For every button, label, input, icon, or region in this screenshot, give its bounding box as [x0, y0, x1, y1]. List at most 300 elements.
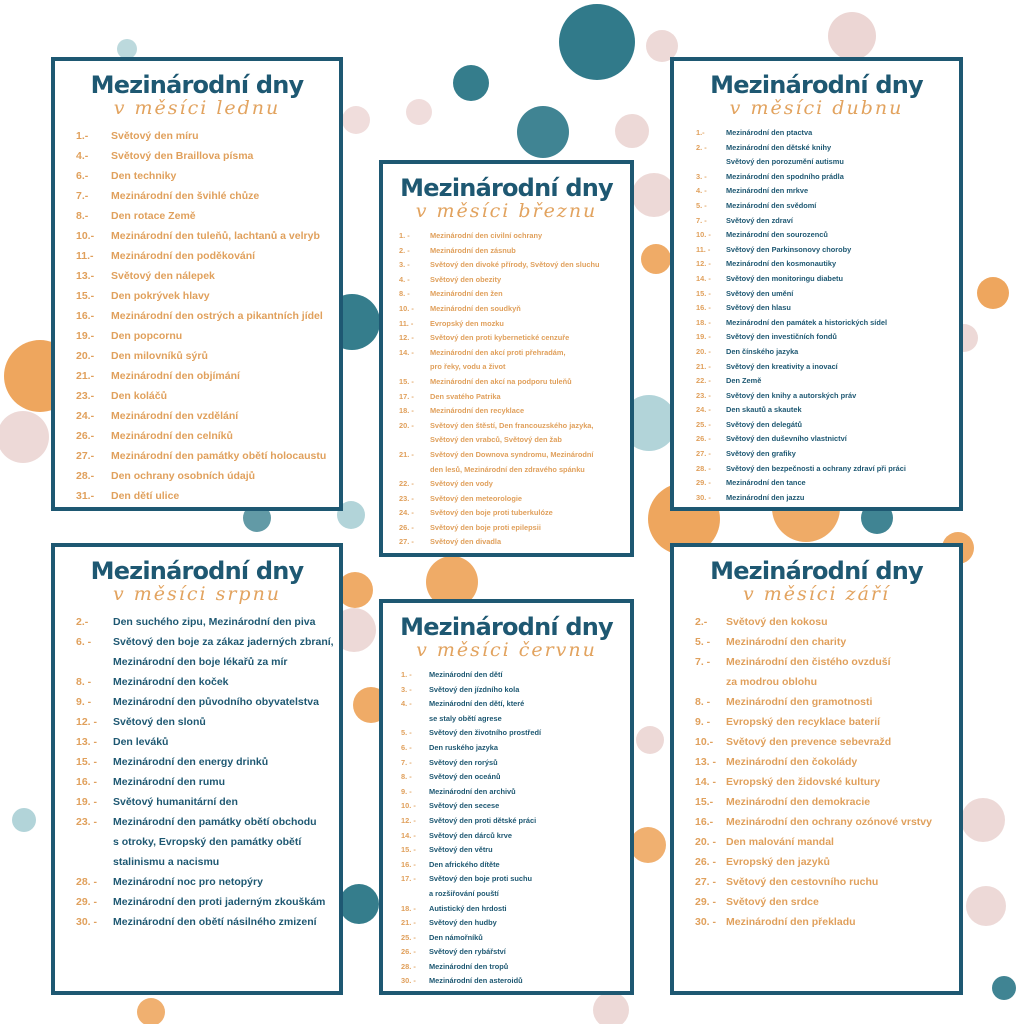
- list-item: [401, 756, 624, 771]
- holiday-name: Mezinárodní den žen: [430, 289, 503, 299]
- list-item: [696, 374, 953, 389]
- holiday-name: Světový den slonů: [113, 716, 206, 728]
- holiday-name: Mezinárodní den kosmonautiky: [726, 259, 837, 269]
- holiday-name: Mezinárodní den památky obětí obchodu: [113, 816, 317, 828]
- list-item: [76, 306, 333, 326]
- dot: [615, 114, 649, 148]
- holiday-name: Světový den Downova syndromu, Mezinárodní: [430, 449, 594, 459]
- list-item: [399, 419, 624, 434]
- day-number: 9. -: [401, 786, 412, 796]
- holiday-name: Světový den míru: [111, 130, 199, 142]
- list-item: [399, 360, 624, 375]
- holiday-name: Mezinárodní den švihlé chůze: [111, 190, 260, 202]
- list-item: [76, 832, 333, 852]
- list-item: [695, 732, 953, 752]
- holiday-name: Mezinárodní den památek a historických sídel: [726, 317, 887, 327]
- card-title: Mezinárodní dny: [710, 71, 923, 99]
- list-item: [399, 404, 624, 419]
- holiday-name: Mezinárodní den zásnub: [430, 245, 516, 255]
- list-item: [76, 712, 333, 732]
- list-item: [76, 266, 333, 286]
- list-item: [695, 672, 953, 692]
- day-number: 15.-: [695, 796, 714, 808]
- day-number: 7. -: [401, 757, 412, 767]
- holiday-name: Den popcornu: [111, 330, 183, 342]
- day-number: 27. -: [696, 449, 711, 459]
- list-item: [695, 912, 953, 932]
- day-number: 7.-: [76, 190, 89, 202]
- holiday-name: Světový den umění: [726, 288, 794, 298]
- day-number: 23. -: [76, 816, 98, 828]
- holiday-name: Světový den životního prostředí: [429, 728, 542, 738]
- holiday-name: za modrou oblohu: [726, 676, 817, 688]
- day-number: 12. -: [76, 716, 98, 728]
- holiday-name: Evropský den židovské kultury: [726, 776, 881, 788]
- list-item: [401, 799, 624, 814]
- day-number: 23. -: [399, 493, 414, 503]
- holiday-name: Mezinárodní den spodního prádla: [726, 171, 844, 181]
- dot: [342, 106, 370, 134]
- list-item: [76, 792, 333, 812]
- day-number: 15. -: [399, 376, 414, 386]
- day-number: 10. -: [696, 230, 711, 240]
- holiday-name: Světový den proti kybernetické cenzuře: [430, 333, 570, 343]
- day-number: 30. -: [401, 976, 416, 986]
- list-item: [696, 345, 953, 360]
- list-item: [399, 463, 624, 478]
- day-number: 7. -: [695, 656, 711, 668]
- day-number: 21. -: [696, 361, 711, 371]
- day-number: 16. -: [401, 859, 416, 869]
- holiday-name: Den suchého zipu, Mezinárodní den piva: [113, 616, 316, 628]
- dot: [117, 39, 137, 59]
- day-number: 1.-: [76, 130, 89, 142]
- holiday-name: Den námořníků: [429, 932, 483, 942]
- list-item: [696, 141, 953, 156]
- list-item: [695, 892, 953, 912]
- day-number: 3. -: [696, 171, 707, 181]
- holiday-name: Mezinárodní den vzdělání: [111, 410, 239, 422]
- day-number: 8. -: [76, 676, 92, 688]
- day-number: 25. -: [401, 932, 416, 942]
- day-number: 18. -: [696, 317, 711, 327]
- day-number: 19. -: [76, 796, 98, 808]
- card-september: [670, 543, 963, 995]
- list-item: [76, 632, 333, 652]
- day-number: 15. -: [76, 756, 98, 768]
- list-item: [696, 184, 953, 199]
- holiday-name: Světový den boje proti tuberkulóze: [430, 508, 553, 518]
- holiday-name: Autistický den hrdosti: [429, 903, 507, 913]
- holiday-name: Světový den srdce: [726, 896, 819, 908]
- day-number: 25. -: [696, 419, 711, 429]
- day-number: 24. -: [399, 508, 414, 518]
- day-number: 4. -: [696, 186, 707, 196]
- holiday-name: Mezinárodní den čistého ovzduší: [726, 656, 891, 668]
- holiday-name: Mezinárodní den ptactva: [726, 128, 813, 137]
- holiday-name: Evropský den jazyků: [726, 856, 830, 868]
- day-number: 10. -: [399, 303, 414, 313]
- list-item: [399, 433, 624, 448]
- list-item: [696, 287, 953, 302]
- holiday-name: Mezinárodní den proti jaderným zkouškám: [113, 896, 326, 908]
- list-item: [696, 257, 953, 272]
- list-item: [76, 852, 333, 872]
- holiday-name: Světový den meteorologie: [430, 493, 522, 503]
- card-title: Mezinárodní dny: [400, 174, 613, 202]
- day-number: 22. -: [696, 376, 711, 386]
- day-number: 11. -: [696, 244, 711, 254]
- list-item: [695, 792, 953, 812]
- list-item: [76, 446, 333, 466]
- list-item: [401, 726, 624, 741]
- day-number: 30. -: [76, 916, 98, 928]
- holiday-name: Mezinárodní den tuleňů, lachtanů a velryb: [111, 230, 320, 242]
- card-june: [379, 599, 634, 995]
- dot: [966, 886, 1006, 926]
- list-item: [695, 872, 953, 892]
- day-number: 18. -: [399, 406, 414, 416]
- day-number: 20. -: [399, 420, 414, 430]
- holiday-name: Mezinárodní den akcí na podporu tuleňů: [430, 376, 572, 386]
- holiday-name: Mezinárodní den obětí násilného zmizení: [113, 916, 317, 928]
- list-item: [76, 366, 333, 386]
- holiday-name: Mezinárodní den akcí proti přehradám,: [430, 347, 566, 357]
- list-item: [76, 466, 333, 486]
- day-number: 28. -: [76, 876, 98, 888]
- list-item: [401, 785, 624, 800]
- dot: [636, 726, 664, 754]
- card-title: Mezinárodní dny: [90, 71, 304, 99]
- holiday-name: Den koláčů: [111, 390, 168, 402]
- holiday-name: Světový den prevence sebevražd: [726, 736, 892, 748]
- day-number: 6.-: [76, 170, 89, 182]
- holiday-name: Světový den cestovního ruchu: [726, 876, 879, 888]
- list-item: [695, 612, 953, 632]
- list-item: [399, 521, 624, 536]
- list-item: [399, 535, 624, 550]
- day-number: 12. -: [696, 259, 711, 269]
- dot: [828, 12, 876, 60]
- dot: [137, 998, 165, 1024]
- list-item: [399, 375, 624, 390]
- list-item: [695, 812, 953, 832]
- list-item: [76, 246, 333, 266]
- dot: [12, 808, 36, 832]
- dot: [593, 992, 629, 1024]
- holiday-name: Mezinárodní den koček: [113, 676, 229, 688]
- list-item: [401, 872, 624, 887]
- list-item: [399, 346, 624, 361]
- list-item: [695, 852, 953, 872]
- list-item: [401, 902, 624, 917]
- list-item: [696, 126, 953, 141]
- list-item: [695, 632, 953, 652]
- holiday-name: Mezinárodní den jazzu: [726, 492, 805, 502]
- list-item: [696, 418, 953, 433]
- holiday-name: stalinismu a nacismu: [113, 856, 220, 868]
- holiday-name: Den pokrývek hlavy: [111, 290, 210, 302]
- holiday-name: Den ochrany osobních údajů: [111, 470, 256, 482]
- day-number: 8.-: [76, 210, 89, 222]
- day-number: 1.-: [696, 128, 705, 137]
- day-number: 4. -: [399, 274, 410, 284]
- day-number: 15. -: [696, 288, 711, 298]
- holiday-name: Světový den knihy a autorských práv: [726, 390, 857, 400]
- list-item: [76, 892, 333, 912]
- list-item: [76, 206, 333, 226]
- list-item: [401, 887, 624, 902]
- day-number: 21. -: [399, 449, 414, 459]
- day-number: 13. -: [695, 756, 717, 768]
- day-number: 8. -: [401, 772, 412, 782]
- holiday-name: Mezinárodní noc pro netopýry: [113, 876, 263, 888]
- day-number: 3. -: [399, 260, 410, 270]
- holiday-name: Mezinárodní den recyklace: [430, 406, 525, 416]
- holiday-name: Evropský den recyklace baterií: [726, 716, 881, 728]
- day-number: 17. -: [399, 391, 414, 401]
- list-item: [696, 360, 953, 375]
- list-item: [696, 432, 953, 447]
- day-number: 19.-: [76, 330, 95, 342]
- list-item: [76, 386, 333, 406]
- holiday-name: Světový den delegátů: [726, 419, 802, 429]
- day-number: 27. -: [399, 537, 414, 547]
- list-item: [76, 406, 333, 426]
- day-number: 22. -: [399, 479, 414, 489]
- card-march: [379, 160, 634, 557]
- holiday-name: Mezinárodní den dětské knihy: [726, 142, 832, 152]
- day-number: 26. -: [696, 434, 711, 444]
- holiday-name: Světový den kokosu: [726, 616, 828, 628]
- day-number: 14. -: [696, 273, 711, 283]
- holiday-name: Světový den bezpečnosti a ochrany zdraví při práci: [726, 463, 906, 473]
- day-number: 30. -: [696, 492, 711, 502]
- list-item: [401, 668, 624, 683]
- list-item: [76, 126, 333, 146]
- holiday-list: [383, 668, 630, 989]
- day-number: 8. -: [399, 289, 410, 299]
- day-number: 12. -: [399, 333, 414, 343]
- day-number: 29. -: [696, 478, 711, 488]
- card-april: [670, 57, 963, 511]
- holiday-name: Světový den hudby: [429, 918, 497, 928]
- holiday-name: se staly obětí agrese: [429, 713, 502, 723]
- holiday-name: Mezinárodní den charity: [726, 636, 847, 648]
- day-number: 4. -: [401, 699, 412, 709]
- holiday-name: Světový den divadla: [430, 537, 502, 547]
- list-item: [399, 550, 624, 557]
- list-item: [696, 330, 953, 345]
- day-number: 17. -: [401, 874, 416, 884]
- holiday-name: Světový den hlasu: [726, 303, 791, 313]
- day-number: 2. -: [399, 245, 410, 255]
- holiday-name: Den svatého Patrika: [430, 391, 501, 401]
- holiday-name: Světový den divoké přírody, Světový den sluchu: [430, 260, 600, 270]
- list-item: [401, 683, 624, 698]
- list-item: [76, 872, 333, 892]
- list-item: [696, 403, 953, 418]
- holiday-name: Světový den zdraví: [726, 215, 793, 225]
- holiday-name: Světový den kreativity a inovací: [726, 361, 838, 371]
- list-item: [401, 960, 624, 975]
- holiday-name: Mezinárodní den energy drinků: [113, 756, 269, 768]
- holiday-name: den lesů, Mezinárodní den zdravého spánku: [430, 464, 585, 474]
- holiday-name: Světový den boje proti suchu: [429, 874, 533, 884]
- list-item: [696, 243, 953, 258]
- day-number: 31.-: [76, 490, 95, 502]
- list-item: [76, 612, 333, 632]
- holiday-name: Světový den monitoringu diabetu: [726, 273, 844, 283]
- dot: [406, 99, 432, 125]
- list-item: [401, 829, 624, 844]
- day-number: 18. -: [401, 903, 416, 913]
- holiday-name: Mezinárodní den gramotnosti: [726, 696, 873, 708]
- card-title: Mezinárodní dny: [400, 613, 613, 641]
- day-number: 7. -: [696, 215, 707, 225]
- day-number: 26. -: [695, 856, 717, 868]
- list-item: [401, 741, 624, 756]
- day-number: 16. -: [76, 776, 98, 788]
- holiday-name: Světový den vrabců, Světový den žab: [430, 435, 562, 445]
- day-number: 26.-: [76, 430, 95, 442]
- day-number: 13. -: [76, 736, 98, 748]
- card-january: [51, 57, 343, 511]
- list-item: [399, 258, 624, 273]
- list-item: [76, 812, 333, 832]
- list-item: [399, 448, 624, 463]
- holiday-name: Den malování mandal: [726, 836, 834, 848]
- card-subtitle: v měsíci dubnu: [729, 97, 904, 119]
- holiday-name: Mezinárodní den boje lékařů za mír: [113, 656, 288, 668]
- list-item: [401, 712, 624, 727]
- day-number: 6. -: [76, 636, 92, 648]
- list-item: [399, 317, 624, 332]
- list-item: [401, 697, 624, 712]
- day-number: 20. -: [695, 836, 717, 848]
- holiday-name: Světový den boje za zákaz jaderných zbraní,: [113, 636, 334, 648]
- holiday-name: Světový den grafiky: [726, 449, 796, 459]
- list-item: [399, 477, 624, 492]
- day-number: 10.-: [695, 736, 714, 748]
- holiday-name: Světový den Braillova písma: [111, 150, 254, 162]
- list-item: [401, 858, 624, 873]
- list-item: [399, 390, 624, 405]
- holiday-name: Mezinárodní den rumu: [113, 776, 226, 788]
- card-subtitle: v měsíci červnu: [416, 639, 597, 661]
- list-item: [695, 772, 953, 792]
- holiday-name: Mezinárodní den překladu: [726, 916, 856, 928]
- holiday-name: Den rotace Země: [111, 210, 196, 222]
- list-item: [401, 931, 624, 946]
- dot: [339, 884, 379, 924]
- holiday-name: Mezinárodní den objímání: [111, 370, 240, 382]
- holiday-name: Den techniky: [111, 170, 177, 182]
- list-item: [695, 652, 953, 672]
- day-number: 6. -: [401, 742, 412, 752]
- holiday-name: Mezinárodní den poděkování: [111, 250, 256, 262]
- day-number: 9. -: [76, 696, 92, 708]
- day-number: 11. -: [399, 318, 414, 328]
- list-item: [399, 331, 624, 346]
- dot: [453, 65, 489, 101]
- list-item: [76, 692, 333, 712]
- holiday-name: Mezinárodní den soudkyň: [430, 303, 521, 313]
- day-number: 27.-: [76, 450, 95, 462]
- holiday-name: s otroky, Evropský den památky obětí: [113, 836, 302, 848]
- day-number: 3. -: [401, 684, 412, 694]
- list-item: [76, 732, 333, 752]
- holiday-name: Den leváků: [113, 736, 169, 748]
- day-number: 2.-: [76, 616, 89, 628]
- day-number: 16.-: [695, 816, 714, 828]
- holiday-name: Mezinárodní den dětí: [429, 670, 503, 679]
- day-number: 9. -: [695, 716, 711, 728]
- holiday-name: Mezinárodní den svědomí: [726, 200, 817, 210]
- list-item: [695, 692, 953, 712]
- list-item: [399, 244, 624, 259]
- day-number: 8. -: [695, 696, 711, 708]
- day-number: 15. -: [401, 845, 416, 855]
- day-number: 29. -: [695, 896, 717, 908]
- holiday-name: Světový den porozumění autismu: [726, 157, 844, 167]
- day-number: 23.-: [76, 390, 95, 402]
- holiday-name: Světový den štěstí, Den francouzského jazyka,: [430, 420, 594, 430]
- day-number: 26. -: [399, 522, 414, 532]
- holiday-name: Den Země: [726, 376, 762, 386]
- holiday-name: Světový den větru: [429, 845, 493, 855]
- day-number: 16.-: [76, 310, 95, 322]
- card-subtitle: v měsíci září: [742, 583, 891, 605]
- card-subtitle: v měsíci březnu: [415, 200, 598, 222]
- list-item: [399, 506, 624, 521]
- list-item: [401, 974, 624, 989]
- holiday-list: [383, 229, 630, 557]
- holiday-name: Světový den dárců krve: [429, 830, 512, 840]
- holiday-list: [674, 126, 959, 505]
- day-number: 5. -: [401, 728, 412, 738]
- list-item: [695, 712, 953, 732]
- holiday-name: Mezinárodní den demokracie: [726, 796, 871, 808]
- list-item: [76, 752, 333, 772]
- holiday-name: Mezinárodní den tropů: [429, 961, 509, 971]
- day-number: 14. -: [401, 830, 416, 840]
- list-item: [401, 814, 624, 829]
- list-item: [696, 199, 953, 214]
- holiday-name: Světový den nálepek: [111, 270, 215, 282]
- dot: [641, 244, 671, 274]
- holiday-name: Světový den boje proti epilepsii: [430, 522, 541, 532]
- list-item: [696, 447, 953, 462]
- list-item: [76, 672, 333, 692]
- day-number: 23. -: [696, 390, 711, 400]
- list-item: [76, 146, 333, 166]
- day-number: 10. -: [401, 801, 416, 811]
- list-item: [399, 492, 624, 507]
- day-number: 29. -: [76, 896, 98, 908]
- holiday-name: Den čínského jazyka: [726, 346, 799, 356]
- holiday-name: Světový den secese: [429, 801, 500, 811]
- holiday-name: Mezinárodní den původního obyvatelstva: [113, 696, 319, 708]
- day-number: 27. -: [695, 876, 717, 888]
- holiday-name: Mezinárodní den civilní ochrany: [430, 231, 543, 240]
- list-item: [401, 945, 624, 960]
- list-item: [696, 462, 953, 477]
- list-item: [76, 772, 333, 792]
- card-august: [51, 543, 343, 995]
- holiday-name: Den afrického dítěte: [429, 859, 500, 869]
- list-item: [696, 491, 953, 506]
